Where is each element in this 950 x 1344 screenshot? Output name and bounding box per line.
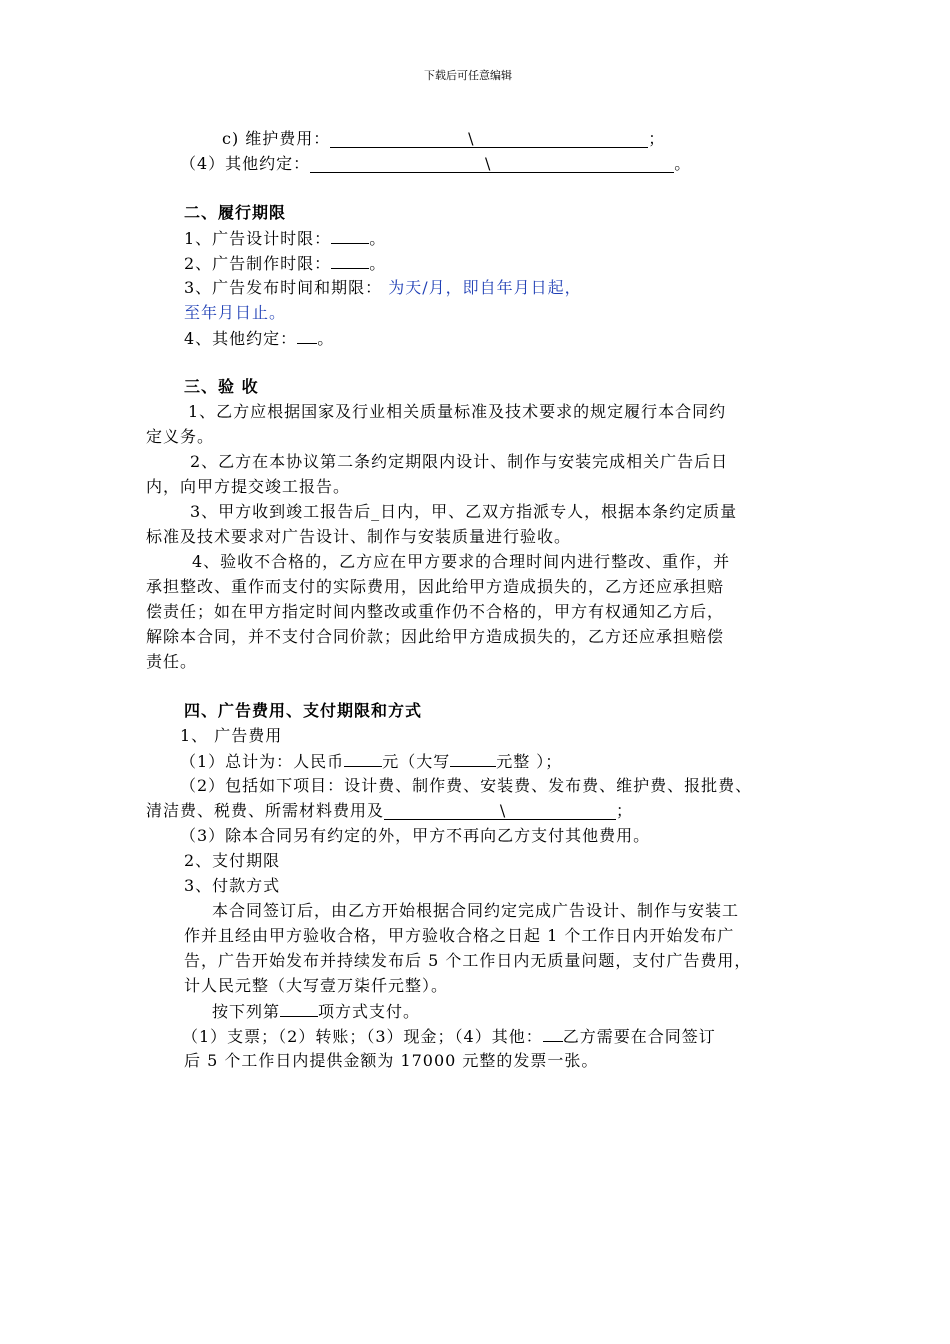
maintenance-fee-line: c) 维护费用： \ ； bbox=[222, 129, 666, 148]
section2-other-line: 4、其他约定： 。 bbox=[184, 326, 334, 350]
acceptance-para2-cont: 内，向甲方提交竣工报告。 bbox=[146, 477, 351, 496]
acceptance-para4-cont3: 解除本合同，并不支付合同价款；因此给甲方造成损失的，乙方还应承担赔偿 bbox=[146, 627, 725, 646]
payment-option-line: 按下列第 项方式支付。 bbox=[212, 999, 420, 1023]
acceptance-para2: 2、乙方在本协议第二条约定期限内设计、制作与安装完成相关广告后日 bbox=[190, 452, 729, 471]
fee-items-cont: 清洁费、税费、所需材料费用及 \ ； bbox=[146, 801, 634, 820]
design-time-line: 1、广告设计时限： 。 bbox=[184, 226, 386, 250]
acceptance-para4-cont1: 承担整改、重作而支付的实际费用，因此给甲方造成损失的，乙方还应承担赔 bbox=[146, 577, 725, 596]
fee-items-line: （2）包括如下项目：设计费、制作费、安装费、发布费、维护费、报批费、 bbox=[180, 776, 753, 795]
fee-subtitle: 1、 广告费用 bbox=[180, 726, 283, 745]
payment-para-cont2: 告，广告开始发布并持续发布后 5 个工作日内无质量问题，支付广告费用， bbox=[184, 951, 752, 970]
payment-method-subtitle: 3、付款方式 bbox=[184, 876, 281, 895]
design-time-blank[interactable] bbox=[331, 226, 369, 244]
acceptance-para4-cont4: 责任。 bbox=[146, 652, 198, 671]
other-agreement-label: （4）其他约定： bbox=[180, 154, 311, 173]
section3-title: 三、验 收 bbox=[184, 377, 259, 396]
acceptance-para1-cont: 定义务。 bbox=[146, 427, 215, 446]
no-other-fees-line: （3）除本合同另有约定的外，甲方不再向乙方支付其他费用。 bbox=[180, 826, 651, 845]
total-fee-amount-blank[interactable] bbox=[344, 749, 382, 767]
acceptance-para4-cont2: 偿责任；如在甲方指定时间内整改或重作仍不合格的，甲方有权通知乙方后， bbox=[146, 602, 725, 621]
total-fee-line: （1）总计为：人民币 元（大写 元整 ）； bbox=[180, 749, 562, 773]
section4-title: 四、广告费用、支付期限和方式 bbox=[184, 701, 423, 720]
production-time-line: 2、广告制作时限： 。 bbox=[184, 251, 386, 275]
acceptance-para4: 4、验收不合格的，乙方应在甲方要求的合理时间内进行整改、重作，并 bbox=[192, 552, 731, 571]
payment-period-subtitle: 2、支付期限 bbox=[184, 851, 281, 870]
payment-para: 本合同签订后，由乙方开始根据合同约定完成广告设计、制作与安装工 bbox=[212, 901, 740, 920]
other-agreement-blank[interactable]: \ bbox=[310, 155, 674, 173]
acceptance-para1: 1、乙方应根据国家及行业相关质量标准及技术要求的规定履行本合同约 bbox=[188, 402, 727, 421]
production-time-blank[interactable] bbox=[331, 251, 369, 269]
payment-option-blank[interactable] bbox=[280, 999, 318, 1017]
total-fee-capital-blank[interactable] bbox=[450, 749, 496, 767]
section2-title: 二、履行期限 bbox=[184, 203, 287, 222]
payment-options-list: （1）支票；（2）转账；（3）现金；（4）其他： 乙方需要在合同签订 bbox=[182, 1024, 716, 1048]
maintenance-fee-label: c) 维护费用： bbox=[222, 129, 331, 148]
page-header-note: 下载后可任意编辑 bbox=[424, 69, 512, 82]
publish-period-line: 3、广告发布时间和期限： 为天/月，即自年月日起， bbox=[184, 278, 582, 297]
payment-para-cont1: 作并且经由甲方验收合格，甲方验收合格之日起 1 个工作日内开始发布广 bbox=[184, 926, 735, 945]
maintenance-fee-blank[interactable]: \ bbox=[330, 130, 648, 148]
publish-period-value: 为天/月，即自年月日起， bbox=[388, 278, 582, 297]
payment-other-blank[interactable] bbox=[543, 1024, 563, 1042]
acceptance-para3: 3、甲方收到竣工报告后_日内，甲、乙双方指派专人，根据本条约定质量 bbox=[190, 502, 738, 521]
publish-period-value-cont: 至年月日止。 bbox=[184, 303, 287, 322]
section2-other-blank[interactable] bbox=[297, 326, 317, 344]
acceptance-para3-cont: 标准及技术要求对广告设计、制作与安装质量进行验收。 bbox=[146, 527, 572, 546]
payment-para-cont3: 计人民元整（大写壹万柒仟元整）。 bbox=[184, 976, 449, 995]
other-agreement-line: （4）其他约定： \ 。 bbox=[180, 154, 692, 173]
invoice-line: 后 5 个工作日内提供金额为 17000 元整的发票一张。 bbox=[184, 1051, 599, 1070]
fee-items-blank[interactable]: \ bbox=[384, 802, 616, 820]
